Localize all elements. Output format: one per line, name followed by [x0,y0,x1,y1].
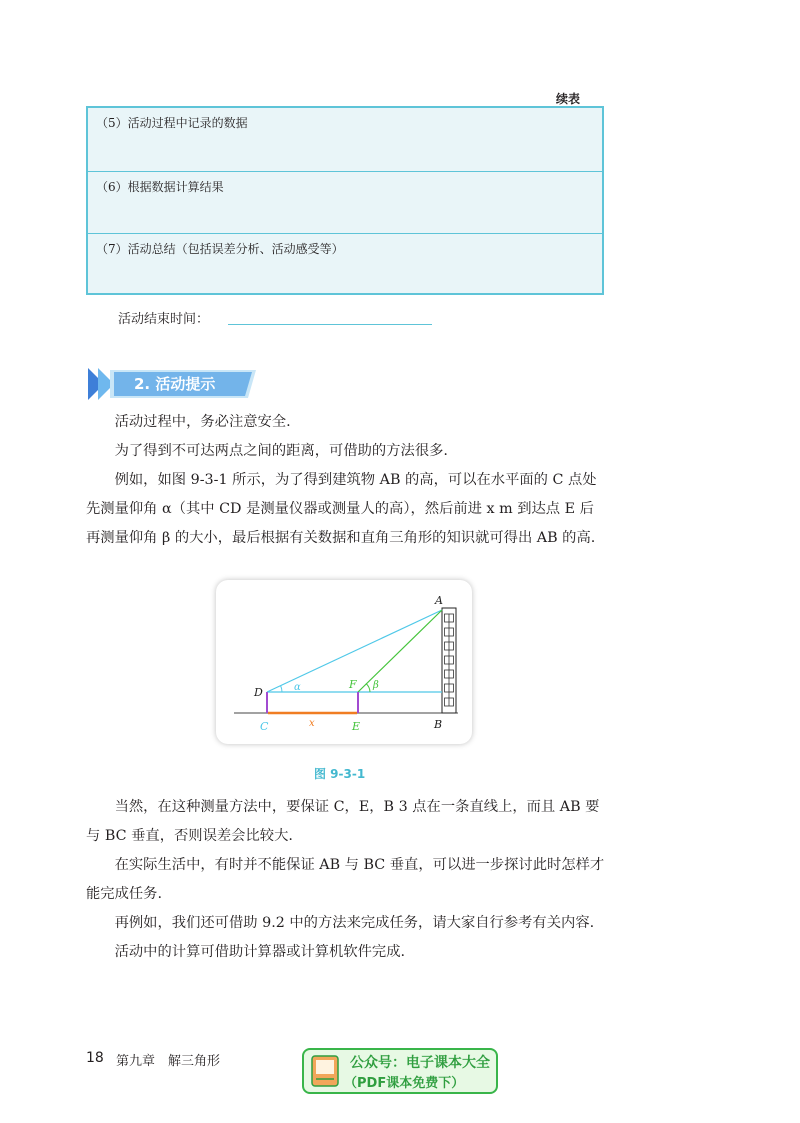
continued-label: 续表 [556,92,581,106]
watermark-badge [302,1048,498,1094]
paragraph: 当然，在这种测量方法中，要保证 C，E，B 3 点在一条直线上，而且 AB 要与 BC 垂直，否则误差会比较大. [86,799,600,844]
watermark-line2: （PDF课本免费下） [344,1076,465,1091]
sight-line-f-a [358,610,442,692]
book-icon [310,1054,340,1088]
hint-paragraphs-top [86,408,606,553]
paragraph: 活动中的计算可借助计算器或计算机软件完成. [114,944,406,960]
angle-alpha-arc [281,686,282,692]
label-b: B [434,718,443,731]
end-time-label: 活动结束时间： [118,312,210,327]
label-beta: β [373,680,379,691]
figure-caption: 图 9-3-1 [314,767,366,781]
paragraph: 活动过程中，务必注意安全. [114,414,291,430]
figure-9-3-1 [216,580,472,744]
label-f: F [349,678,357,691]
label-c: C [260,720,269,733]
table-row [88,172,602,234]
table-row-label: （5）活动过程中记录的数据 [96,116,248,130]
building-ab [442,608,456,713]
section-title: 2. 活动提示 [134,375,216,393]
paragraph: 为了得到不可达两点之间的距离，可借助的方法很多. [114,443,448,459]
label-d: D [254,686,263,699]
label-x: x [309,718,315,729]
paragraph: 在实际生活中，有时并不能保证 AB 与 BC 垂直，可以进一步探讨此时怎样才能完成任务. [86,857,605,902]
label-alpha: α [294,682,301,693]
label-e: E [352,720,361,733]
table-row-label: （6）根据数据计算结果 [96,180,224,194]
activity-record-table [86,106,604,295]
paragraph: 例如，如图 9-3-1 所示，为了得到建筑物 AB 的高，可以在水平面的 C 点处先测量仰角 α（其中 CD 是测量仪器或测量人的高），然后前进 x m 到达点 E 后再测量仰角 β 的大小，最后根据有关数据和直角三角形的知识就可得出 AB 的高. [86,472,597,546]
chapter-title: 第九章 解三角形 [116,1054,221,1069]
paragraph: 再例如，我们还可借助 9.2 中的方法来完成任务，请大家自行参考有关内容. [114,915,595,931]
label-a: A [435,594,443,607]
table-row-label: （7）活动总结（包括误差分析、活动感受等） [96,242,344,256]
watermark-line1: 公众号：电子课本大全 [350,1055,490,1071]
angle-beta-arc [366,684,370,693]
hint-paragraphs-bottom [86,793,606,967]
table-row [88,108,602,172]
end-time-input-line[interactable] [228,324,432,325]
page-number: 18 [86,1050,104,1066]
table-row [88,234,602,294]
